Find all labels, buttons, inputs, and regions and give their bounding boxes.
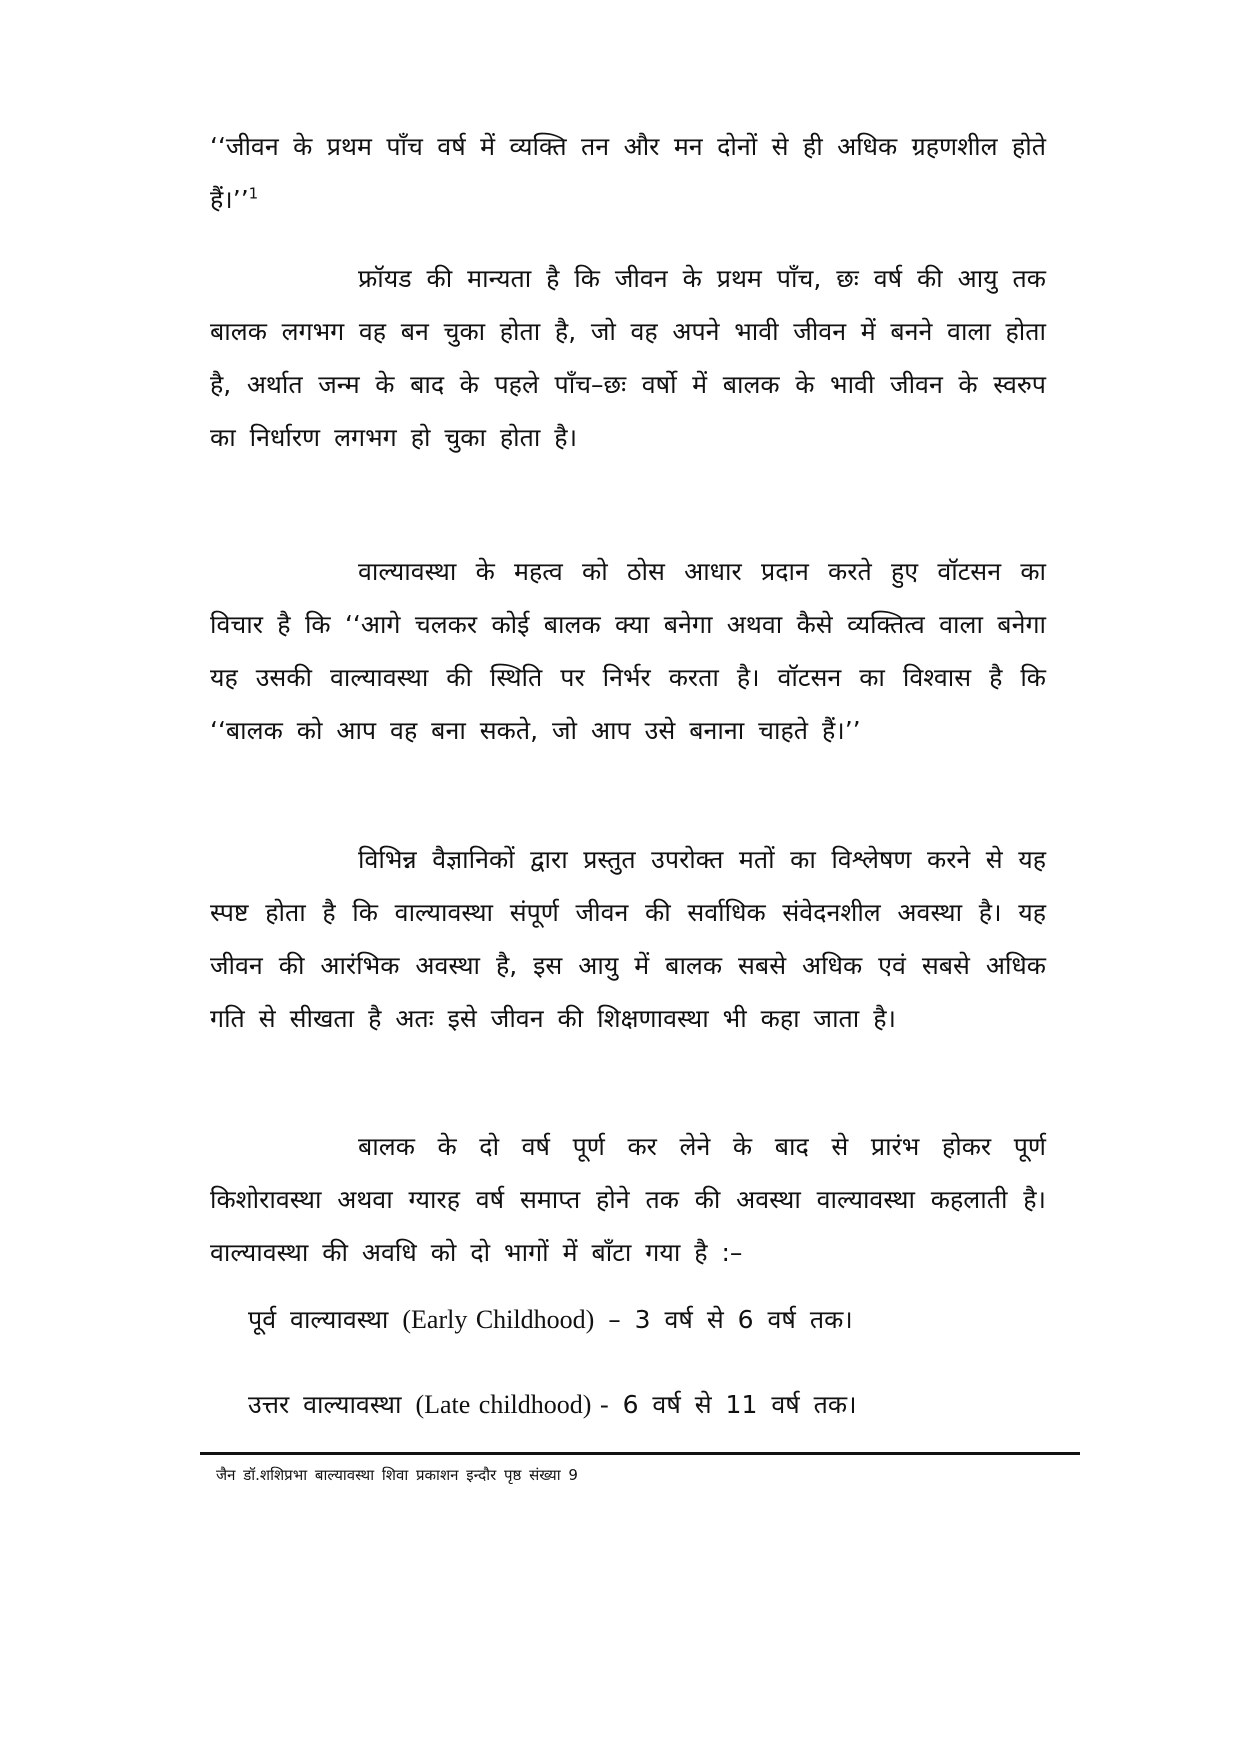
early-childhood-item: [248, 1300, 853, 1340]
stage-age-range: – 3 वर्ष से 6 वर्ष तक।: [608, 1305, 853, 1334]
stage-english-name: (Late childhood) -: [415, 1390, 609, 1419]
footnote-reference: 1: [248, 184, 259, 203]
stage-age-range: 6 वर्ष से 11 वर्ष तक।: [622, 1390, 857, 1419]
paragraph-text: ‘‘जीवन के प्रथम पाँच वर्ष में व्यक्ति तन और मन दोनों से ही अधिक ग्रहणशील होते हैं।’’: [210, 132, 1046, 214]
freud-paragraph: फ्रॉयड की मान्यता है कि जीवन के प्रथम पाँच, छः वर्ष की आयु तक बालक लगभग वह बन चुका होता है, जो वह अपने भावी जीवन में बनने वाला होता है, अर्थात जन्म के बाद के पहले पाँच–छः वर्षो में बालक के भावी जीवन के स्वरुप का निर्धारण लगभग हो चुका होता है।: [210, 264, 1046, 452]
late-childhood-item: [248, 1385, 857, 1425]
watson-paragraph: वाल्यावस्था के महत्व को ठोस आधार प्रदान करते हुए वॉटसन का विचार है कि ‘‘आगे चलकर कोई बालक क्या बनेगा अथवा कैसे व्यक्तित्व वाला बनेगा यह उसकी वाल्यावस्था की स्थिति पर निर्भर करता है। वॉटसन का विश्वास है कि ‘‘बालक को आप वह बना सकते, जो आप उसे बनाना चाहते हैं।’’: [210, 557, 1046, 745]
footnote-text: जैन डॉ.शशिप्रभा बाल्यावस्था शिवा प्रकाशन इन्दौर पृष्ठ संख्या 9: [216, 1466, 578, 1484]
stage-hindi-name: उत्तर वाल्यावस्था: [248, 1390, 402, 1419]
footnote-divider: [200, 1452, 1080, 1455]
childhood-division-paragraph: बालक के दो वर्ष पूर्ण कर लेने के बाद से प्रारंभ होकर पूर्ण किशोरावस्था अथवा ग्यारह वर्ष समाप्त होने तक की अवस्था वाल्यावस्था कहलाती है। वाल्यावस्था की अवधि को दो भागों में बाँटा गया है :–: [210, 1132, 1046, 1267]
stage-english-name: (Early Childhood): [402, 1305, 595, 1334]
quote-paragraph: [210, 120, 1046, 226]
stage-hindi-name: पूर्व वाल्यावस्था: [248, 1305, 389, 1334]
analysis-paragraph: विभिन्न वैज्ञानिकों द्वारा प्रस्तुत उपरोक्त मतों का विश्लेषण करने से यह स्पष्ट होता है कि वाल्यावस्था संपूर्ण जीवन की सर्वाधिक संवेदनशील अवस्था है। यह जीवन की आरंभिक अवस्था है, इस आयु में बालक सबसे अधिक एवं सबसे अधिक गति से सीखता है अतः इसे जीवन की शिक्षणावस्था भी कहा जाता है।: [210, 845, 1046, 1033]
